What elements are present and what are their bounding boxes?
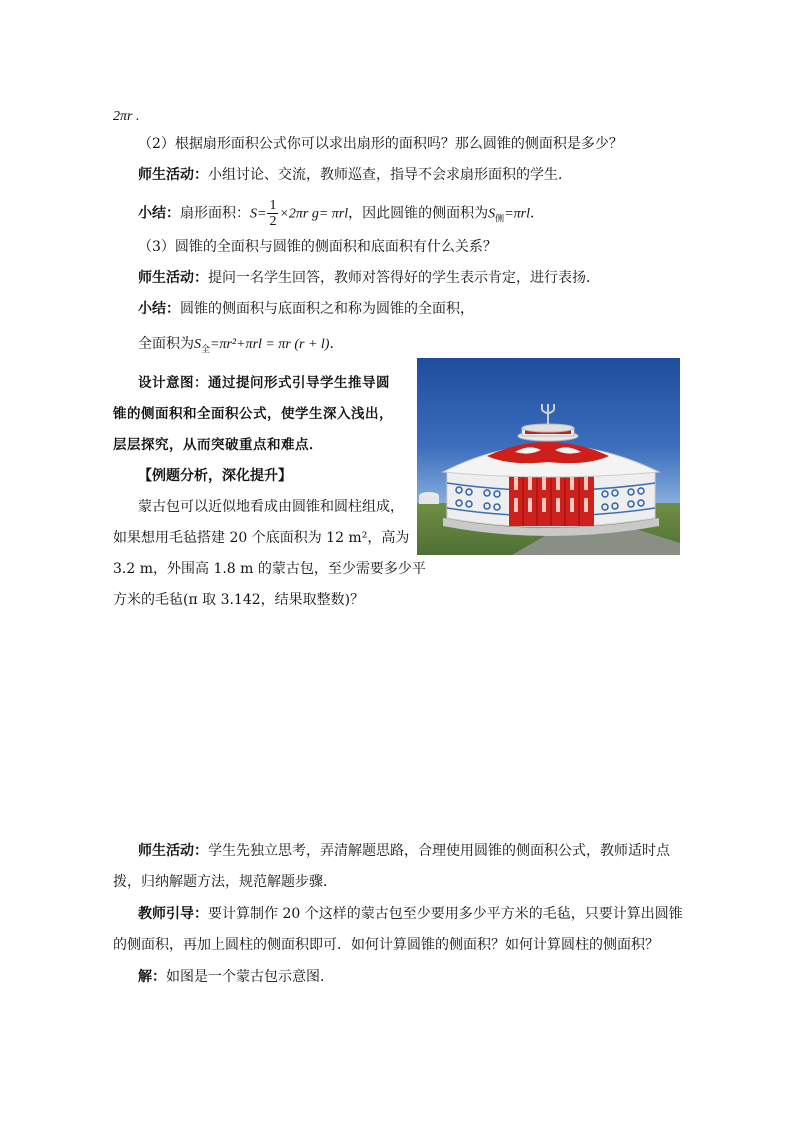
example-line-3: 3.2 m，外围高 1.8 m 的蒙古包，至少需要多少平 bbox=[113, 561, 426, 577]
example-line-1: 蒙古包可以近似地看成由圆锥和圆柱组成， bbox=[138, 499, 404, 515]
design-intent-line-2: 锥的侧面积和全面积公式，使学生深入浅出， bbox=[113, 406, 393, 422]
text-line: 2πr . bbox=[113, 109, 140, 124]
guidance-continuation: 的侧面积，再加上圆柱的侧面积即可．如何计算圆锥的侧面积？如何计算圆柱的侧面积？ bbox=[113, 937, 659, 953]
activity-continuation: 拨，归纳解题方法，规范解题步骤． bbox=[113, 874, 337, 890]
total-area-formula: 全面积为$S_全=\pi r^2+\pi rl = \pi r$ (r + l)． bbox=[138, 336, 344, 354]
question-3: （3）圆锥的全面积与圆锥的侧面积和底面积有什么关系？ bbox=[138, 239, 497, 255]
question-2: （2）根据扇形面积公式你可以求出扇形的面积吗？那么圆锥的侧面积是多少？ bbox=[138, 136, 623, 152]
summary-sector-area: 小结：扇形面积：S= $\frac{1}{2}$ ×2πr g= πrl，因此圆锥的侧面积为$S_侧=\pi rl$． bbox=[138, 198, 544, 229]
yurt-photo bbox=[417, 358, 680, 555]
design-intent-line-3: 层层探究，从而突破重点和难点． bbox=[113, 437, 323, 453]
example-line-2: 如果想用毛毡搭建 20 个底面积为 12 m²，高为 bbox=[113, 530, 410, 546]
design-intent-line-1: 设计意图：通过提问形式引导学生推导圆 bbox=[138, 375, 390, 391]
example-line-4: 方米的毛毡(π 取 3.142，结果取整数)？ bbox=[113, 592, 365, 608]
section-title: 【例题分析，深化提升】 bbox=[138, 468, 292, 484]
fraction-one-half: $\frac{1}{2}$ bbox=[269, 198, 277, 229]
teacher-student-activity-2: 师生活动：提问一名学生回答，教师对答得好的学生表示肯定，进行表扬． bbox=[138, 270, 600, 286]
summary-total-area: 小结：圆锥的侧面积与底面积之和称为圆锥的全面积， bbox=[138, 301, 474, 317]
solution-line: 解：如图是一个蒙古包示意图． bbox=[138, 969, 334, 985]
teacher-student-activity: 师生活动：小组讨论、交流，教师巡查，指导不会求扇形面积的学生． bbox=[138, 167, 572, 183]
teacher-student-activity-3: 师生活动：学生先独立思考，弄清解题思路，合理使用圆锥的侧面积公式，教师适时点 bbox=[138, 843, 670, 859]
teacher-guidance: 教师引导：要计算制作 20 个这样的蒙古包至少要用多少平方米的毛毡，只要计算出圆锥 bbox=[138, 906, 683, 922]
